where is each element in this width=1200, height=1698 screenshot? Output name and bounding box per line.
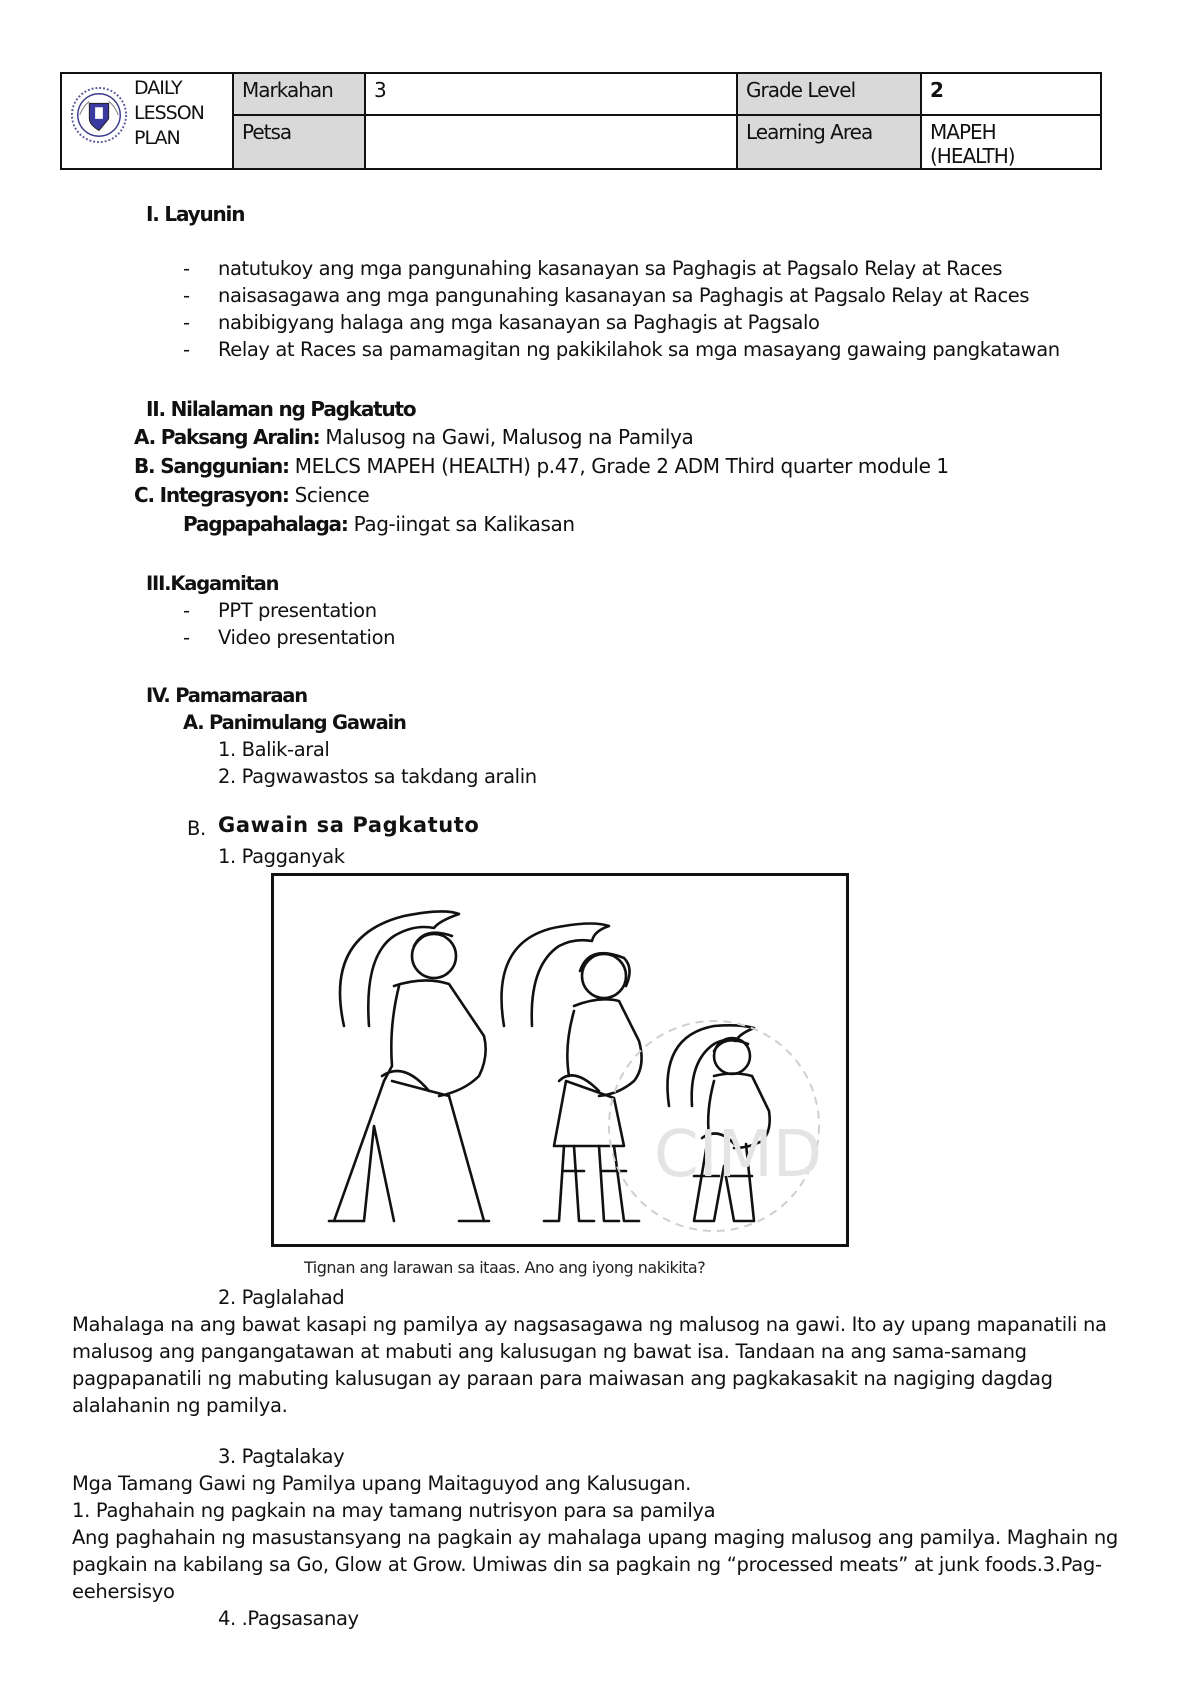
learning-area-line-1: MAPEH: [930, 120, 996, 144]
layunin-item-4: Relay at Races sa pamamagitan ng pakikilahok sa mga masayang gawaing pangkatawan: [218, 338, 1060, 361]
markahan-label: Markahan: [234, 74, 366, 114]
panimulang-gawain-heading: A. Panimulang Gawain: [183, 711, 406, 734]
logo-cell: [62, 74, 234, 168]
layunin-dash-3: -: [183, 311, 190, 334]
pagpapahalaga-label: Pagpapahalaga:: [183, 512, 348, 536]
section-2-heading: II. Nilalaman ng Pagkatuto: [146, 397, 416, 421]
learning-area-value: [922, 116, 1100, 168]
paglalahad-paragraph: Mahalaga na ang bawat kasapi ng pamilya ay nagsasagawa ng malusog na gawi. Ito ay upang mapanatili na malusog ang pangangatawan at mabuti ang kalusugan ng bawat isa. Tandaan na ang sama-samang pagpapanatili ng mabuting kalusugan ay paraan para maiwasan ang pagkakasakit na nagiging dagdag alalahanin ng pamilya.: [72, 1313, 1107, 1417]
layunin-item-3: nabibigyang halaga ang mga kasanayan sa Paghagis at Pagsalo: [218, 311, 820, 334]
layunin-dash-1: -: [183, 257, 190, 280]
deped-seal-icon: [70, 86, 128, 144]
paksang-aralin-value: Malusog na Gawi, Malusog na Pamilya: [319, 425, 694, 449]
section-1-heading: I. Layunin: [146, 202, 245, 226]
layunin-dash-4: -: [183, 338, 190, 361]
pagtalakay-item: 3. Pagtalakay: [218, 1445, 345, 1468]
image-caption: Tignan ang larawan sa itaas. Ano ang iyong nakikita?: [304, 1258, 706, 1277]
integrasyon-label: C. Integrasyon:: [134, 483, 289, 507]
balik-aral-item: 1. Balik-aral: [218, 738, 330, 761]
layunin-item-2: naisasagawa ang mga pangunahing kasanayan sa Paghagis at Pagsalo Relay at Races: [218, 284, 1030, 307]
pagganyak-item: 1. Pagganyak: [218, 845, 345, 868]
grade-level-label: Grade Level: [738, 74, 922, 114]
paglalahad-item: 2. Paglalahad: [218, 1286, 345, 1309]
section-4-heading: IV. Pamamaraan: [146, 684, 307, 707]
pagpapahalaga-line: [183, 511, 575, 538]
markahan-value: 3: [366, 74, 738, 114]
petsa-label: Petsa: [234, 116, 366, 168]
pagwawastos-item: 2. Pagwawastos sa takdang aralin: [218, 765, 537, 788]
integrasyon-line: [134, 482, 369, 509]
sanggunian-value: MELCS MAPEH (HEALTH) p.47, Grade 2 ADM Third quarter module 1: [288, 454, 949, 478]
learning-area-line-2: (HEALTH): [930, 144, 1015, 168]
family-exercise-illustration: [271, 873, 849, 1247]
petsa-value: [366, 116, 738, 168]
doc-type-line-1: DAILY: [134, 77, 182, 99]
pagtalakay-line-1: Mga Tamang Gawi ng Pamilya upang Maitaguyod ang Kalusugan.: [72, 1472, 692, 1495]
paksang-aralin-label: A. Paksang Aralin:: [134, 425, 320, 449]
pagtalakay-line-2: 1. Paghahain ng pagkain na may tamang nutrisyon para sa pamilya: [72, 1499, 716, 1522]
learning-area-label: Learning Area: [738, 116, 922, 168]
pagpapahalaga-value: Pag-iingat sa Kalikasan: [347, 512, 575, 536]
integrasyon-value: Science: [288, 483, 370, 507]
kagamitan-dash-1: -: [183, 599, 190, 622]
grade-level-value: 2: [930, 78, 943, 102]
kagamitan-dash-2: -: [183, 626, 190, 649]
kagamitan-item-2: Video presentation: [218, 626, 396, 649]
doc-type-line-2: LESSON: [134, 102, 204, 124]
gawain-sa-pagkatuto-heading: Gawain sa Pagkatuto: [218, 813, 480, 837]
section-3-heading: III.Kagamitan: [146, 572, 279, 595]
svg-text:CIMD: CIMD: [654, 1118, 823, 1192]
layunin-item-1: natutukoy ang mga pangunahing kasanayan sa Paghagis at Pagsalo Relay at Races: [218, 257, 1003, 280]
pagsasanay-item: 4. .Pagsasanay: [218, 1607, 359, 1630]
doc-type-line-3: PLAN: [134, 127, 180, 149]
family-exercise-drawing: [274, 876, 846, 1244]
gawain-prefix: B.: [187, 817, 206, 840]
layunin-dash-2: -: [183, 284, 190, 307]
sanggunian-label: B. Sanggunian:: [134, 454, 289, 478]
doc-type-label: [134, 76, 204, 151]
pagtalakay-paragraph: Ang paghahain ng masustansyang na pagkain ay mahalaga upang maging malusog ang pamilya. Maghain ng pagkain na kabilang sa Go, Glow at Grow. Umiwas din sa pagkain ng “processed meats” at junk foods.3.Pag-eehersisyo: [72, 1526, 1118, 1603]
header-table: [60, 72, 1102, 170]
sanggunian-line: [134, 453, 949, 480]
kagamitan-item-1: PPT presentation: [218, 599, 377, 622]
paksang-aralin-line: [134, 424, 693, 451]
header-row-divider: [234, 114, 1100, 116]
